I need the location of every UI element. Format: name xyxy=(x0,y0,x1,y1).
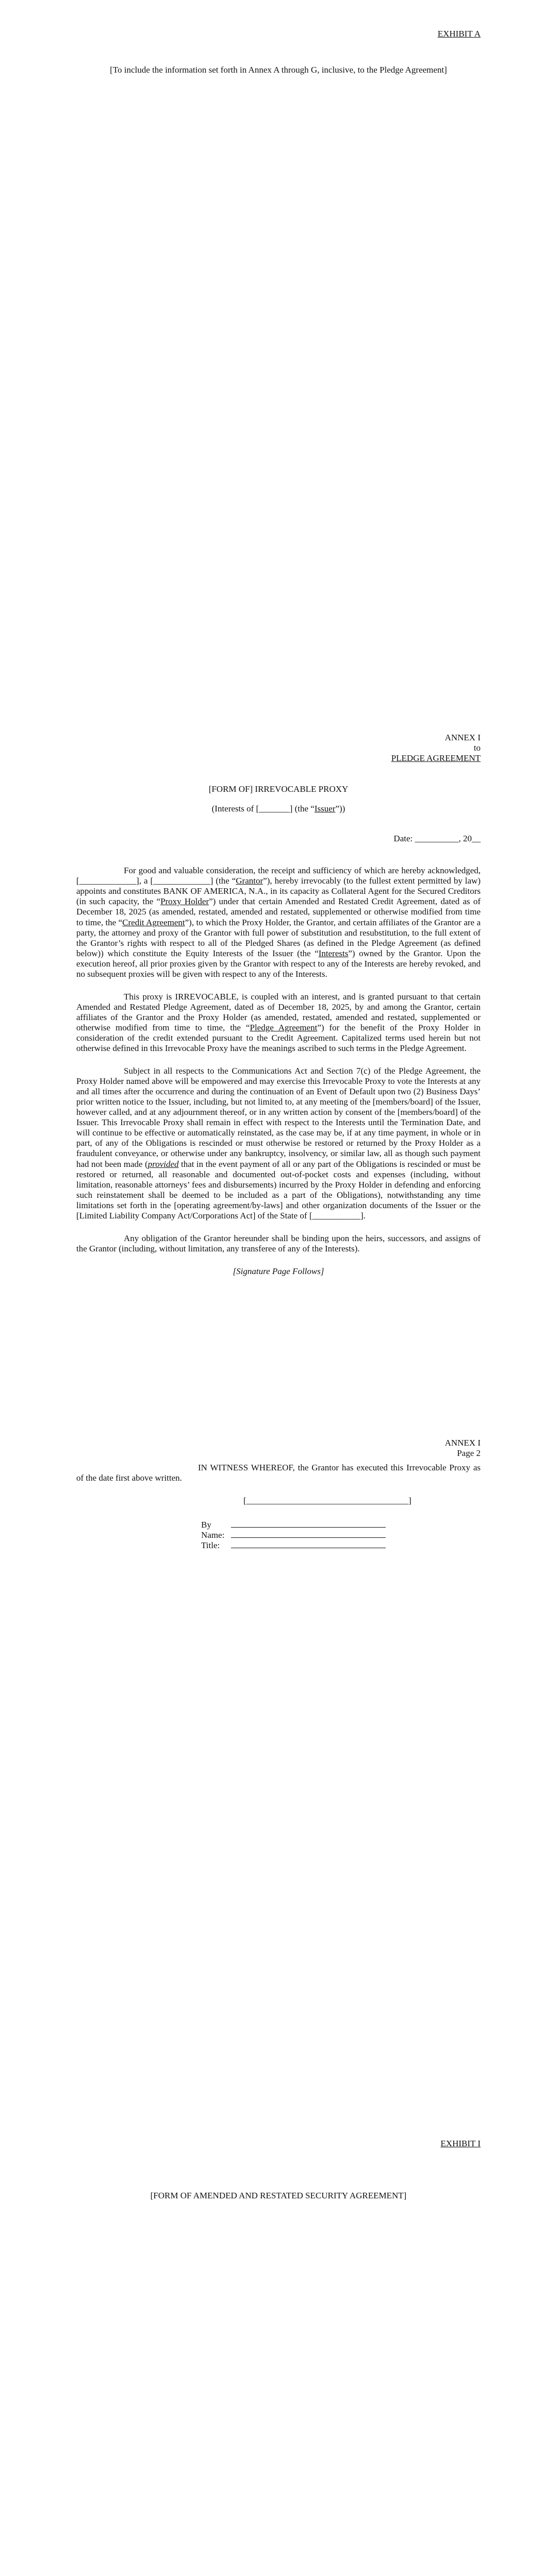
name-label: Name: xyxy=(201,1530,225,1540)
signature-by-row xyxy=(201,1520,386,1530)
exhibit-a-page xyxy=(0,0,544,685)
exhibit-i-heading: EXHIBIT I xyxy=(440,2139,481,2148)
by-signature-line xyxy=(231,1520,386,1528)
annex-to: to xyxy=(473,743,481,753)
signature-title-row xyxy=(201,1540,386,1551)
annex-page-number: Page 2 xyxy=(457,1448,481,1459)
proxy-title: [FORM OF] IRREVOCABLE PROXY xyxy=(208,784,349,794)
annex-agreement-name: PLEDGE AGREEMENT xyxy=(391,753,481,764)
proxy-date: Date: __________, 20__ xyxy=(393,834,481,844)
interests-line: (Interests of [_______] (the “Issuer”)) xyxy=(211,804,345,814)
title-label: Title: xyxy=(201,1540,220,1550)
paragraph-appointment: For good and valuable consideration, the receipt and sufficiency of which are hereby acknowledged, [_____________], a [_____________] (the “Grantor”), hereby irrevocably (to the fullest extent permitted by law) appoints and constitutes BANK OF AMERICA, N.A., in its capacity as Collateral Agent for the Secured Creditors (in such capacity, the “Proxy Holder”) under that certain Amended and Restated Credit Agreement, dated as of December 18, 2025 (as amended, restated, amended and restated, supplemented or otherwise modified from time to time, the “Credit Agreement”), to which the Proxy Holder, the Grantor, and certain affiliates of the Grantor are a party, the attorney and proxy of the Grantor with full power of substitution and resubstitution, to the full extent of the Grantor’s rights with respect to all of the Pledged Shares (as defined in the Pledge Agreement (as defined below)) which constitute the Equity Interests of the Issuer (the “Interests”) owned by the Grantor. Upon the execution hereof, all prior proxies given by the Grantor with respect to any of the Interests are hereby revoked, and no subsequent proxies will be given with respect to any of the Interests. xyxy=(76,866,481,979)
exhibit-a-heading: EXHIBIT A xyxy=(437,29,481,39)
exhibit-a-note: [To include the information set forth in Annex A through G, inclusive, to the Pledge Agreement] xyxy=(110,65,447,75)
exhibit-i-title: [FORM OF AMENDED AND RESTATED SECURITY AGREEMENT] xyxy=(150,2191,407,2201)
title-signature-line xyxy=(231,1541,386,1548)
exhibit-i-page xyxy=(0,2133,544,2576)
annex-signature-page xyxy=(0,1432,544,2102)
by-label: By xyxy=(201,1520,211,1530)
name-signature-line xyxy=(231,1531,386,1538)
signature-name-row xyxy=(201,1530,386,1540)
paragraph-irrevocable: This proxy is IRREVOCABLE, is coupled with an interest, and is granted pursuant to that certain Amended and Restated Pledge Agreement, dated as of December 18, 2025, by and among the Grantor, certain affiliates of the Grantor and the Proxy Holder (as amended, restated, amended and restated, supplemented or otherwise modified from time to time, the “Pledge Agreement”) for the benefit of the Proxy Holder in consideration of the credit extended pursuant to the Credit Agreement. Capitalized terms used herein but not otherwise defined in this Irrevocable Proxy have the meanings ascribed to such terms in the Pledge Agreement. xyxy=(76,991,481,1054)
annex-proxy-page xyxy=(0,721,544,1391)
witness-clause: IN WITNESS WHEREOF, the Grantor has executed this Irrevocable Proxy as of the date first above written. xyxy=(76,1463,481,1483)
issuer-term: Issuer xyxy=(314,804,336,814)
signature-page-follows: [Signature Page Follows] xyxy=(233,1266,324,1276)
signature-entity-bracket: [_____________________________________] xyxy=(243,1496,411,1505)
annex-label: ANNEX I xyxy=(444,733,481,742)
paragraph-successors: Any obligation of the Grantor hereunder shall be binding upon the heirs, successors, and assigns of the Grantor (including, without limitation, any transferee of any of the Interests). xyxy=(76,1233,481,1253)
paragraph-voting-rights: Subject in all respects to the Communications Act and Section 7(c) of the Pledge Agreement, the Proxy Holder named above will be empowered and may exercise this Irrevocable Proxy to vote the Interests at any and all times after the occurrence and during the continuation of an Event of Default upon two (2) Business Days’ prior written notice to the Issuer, including, but not limited to, at any meeting of the [members/board] of the Issuer, however called, and at any adjournment thereof, or in any written action by consent of the [members/board] of the Issuer. This Irrevocable Proxy shall remain in effect with respect to the Interests until the Termination Date, and will continue to be effective or automatically reinstated, as the case may be, if at any time payment, in whole or in part, of any of the Obligations is rescinded or must otherwise be restored or returned by the Proxy Holder as a fraudulent conveyance, or otherwise under any bankruptcy, insolvency, or similar law, all as though such payment had not been made (provided that in the event payment of all or any part of the Obligations is rescinded or must be restored or returned, all reasonable and documented out-of-pocket costs and expenses (including, without limitation, reasonable attorneys’ fees and disbursements) incurred by the Proxy Holder in defending and enforcing such reinstatement shall be deemed to be included as a part of the Obligations), notwithstanding any time limitations set forth in the [operating agreement/by-laws] and other organization documents of the Issuer or the [Limited Liability Company Act/Corporations Act] of the State of [___________]. xyxy=(76,1066,481,1221)
annex-label-page2: ANNEX I xyxy=(444,1438,481,1448)
